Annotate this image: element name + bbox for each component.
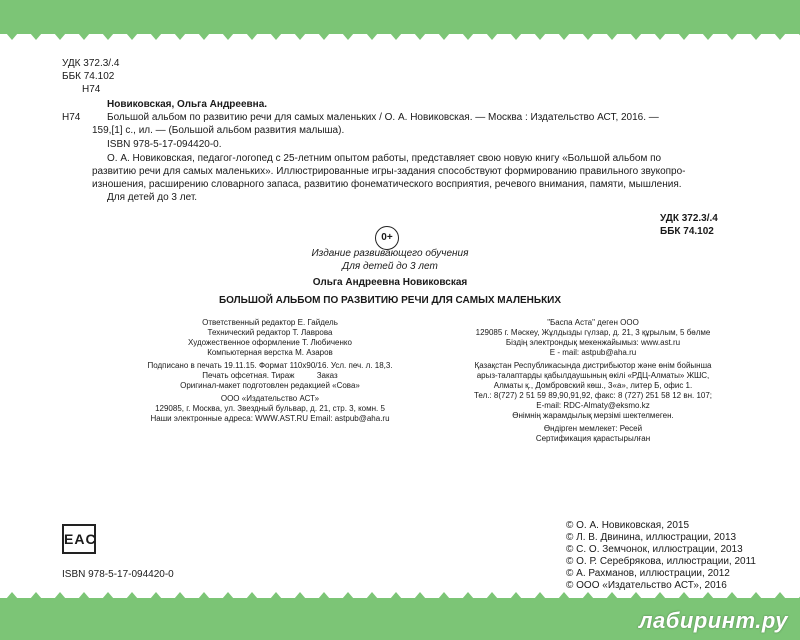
imprint-left-line: Наши электронные адреса: WWW.AST.RU Email: astpub@aha.ru — [150, 414, 390, 423]
bottom-isbn: ISBN 978-5-17-094420-0 — [62, 569, 174, 580]
copyright-line: © ООО «Издательство АСТ», 2016 — [566, 580, 727, 591]
site-watermark: лабиринт.ру — [638, 608, 788, 633]
imprint-right-line: Алматы қ., Домбровский көш., 3«а», литер Б, офис 1. — [493, 381, 693, 390]
top-zigzag-shape — [0, 26, 800, 40]
imprint-right-line: E - mail: astpub@aha.ru — [549, 348, 637, 357]
edition-title: БОЛЬШОЙ АЛЬБОМ ПО РАЗВИТИЮ РЕЧИ ДЛЯ САМЫХ МАЛЕНЬКИХ — [218, 295, 562, 306]
catalog-bib-line-1: Большой альбом по развитию речи для самых маленьких / О. А. Новиковская. — Москва : Издательство АСТ, 2016. — — [107, 112, 659, 123]
imprint-right-line: арыз-талаптарды қабылдаушының өкілі «РДЦ-Алматы» ЖШС, — [476, 371, 710, 380]
imprint-right-line: Сертификация қарастырылған — [535, 434, 651, 443]
imprint-left-line: Художественное оформление Т. Любиченко — [188, 338, 352, 347]
imprint-right-line: Өндірген мемлекет: Ресей — [543, 424, 643, 433]
eac-certification-mark: EAC — [62, 524, 96, 554]
imprint-left-line: Оригинал-макет подготовлен редакцией «Сова» — [180, 381, 360, 390]
imprint-left-line: Ответственный редактор Е. Гайдель — [202, 318, 338, 327]
imprint-left-line: Печать офсетная. Тираж Заказ — [202, 371, 338, 380]
imprint-left-line: ООО «Издательство АСТ» — [220, 394, 320, 403]
imprint-left-line: Подписано в печать 19.11.15. Формат 110х90/16. Усл. печ. л. 18,3. — [147, 361, 393, 370]
catalog-code: Н74 — [82, 84, 101, 95]
catalog-annotation-line-1: О. А. Новиковская, педагог-логопед с 25-летним опытом работы, представляет свою новую книгу «Большой альбом по — [107, 153, 662, 164]
catalog-annotation-line-2: развитию речи для самых маленьких». Иллюстрированные игры-задания способствуют формированию правильного звукопро- — [92, 166, 686, 177]
imprint-right-line: Тел.: 8(727) 2 51 59 89,90,91,92, факс: 8 (727) 251 58 12 вн. 107; — [473, 391, 713, 400]
imprint-left-line: Компьютерная верстка М. Азаров — [207, 348, 333, 357]
imprint-right-line: Біздің электрондық мекенжайымыз: www.ast.ru — [505, 338, 681, 347]
imprint-right-line: E-mail: RDC-Almaty@eksmo.kz — [536, 401, 650, 410]
imprint-right-line: Қазақстан Республикасында дистрибьютор және өнім бойынша — [474, 361, 712, 370]
catalog-code-left: Н74 — [62, 112, 81, 123]
imprint-left-line: Технический редактор Т. Лаврова — [207, 328, 333, 337]
imprint-right-line: Өнімнің жарамдылық мерзімі шектелмеген. — [512, 411, 674, 420]
catalog-bbk: ББК 74.102 — [62, 71, 115, 82]
edition-author: Ольга Андреевна Новиковская — [312, 277, 468, 288]
edition-type: Издание развивающего обучения — [311, 248, 469, 259]
catalog-isbn: ISBN 978-5-17-094420-0. — [107, 139, 222, 150]
catalog-age: Для детей до 3 лет. — [107, 192, 198, 203]
catalog-bib-line-2: 159,[1] с., ил. — (Большой альбом развития малыша). — [92, 125, 345, 136]
catalog-author-heading: Новиковская, Ольга Андреевна. — [107, 99, 268, 110]
age-rating-mark: 0+ — [375, 226, 399, 250]
right-udk: УДК 372.3/.4 — [660, 213, 718, 224]
top-zigzag-border — [0, 26, 800, 44]
copyright-line: © О. Р. Серебрякова, иллюстрации, 2011 — [566, 556, 756, 567]
bottom-zigzag-shape — [0, 592, 800, 606]
catalog-annotation-line-3: изношения, расширению словарного запаса, развитию фонематического восприятия, речевого внимания, памяти, мышления. — [92, 179, 682, 190]
right-bbk: ББК 74.102 — [660, 226, 714, 237]
copyright-line: © С. О. Земчонок, иллюстрации, 2013 — [566, 544, 743, 555]
imprint-right-line: 129085 г. Мәскеу, Жұлдызды гүлзар, д. 21, 3 құрылым, 5 бөлме — [475, 328, 711, 337]
imprint-right-line: "Баспа Аста" деген ООО — [547, 318, 639, 327]
edition-age: Для детей до 3 лет — [342, 261, 438, 272]
copyright-line: © О. А. Новиковская, 2015 — [566, 520, 690, 531]
copyright-line: © Л. В. Двинина, иллюстрации, 2013 — [566, 532, 737, 543]
catalog-udk: УДК 372.3/.4 — [62, 58, 120, 69]
imprint-left-line: 129085, г. Москва, ул. Звездный бульвар, д. 21, стр. 3, комн. 5 — [155, 404, 385, 413]
copyright-line: © А. Рахманов, иллюстрации, 2012 — [566, 568, 730, 579]
